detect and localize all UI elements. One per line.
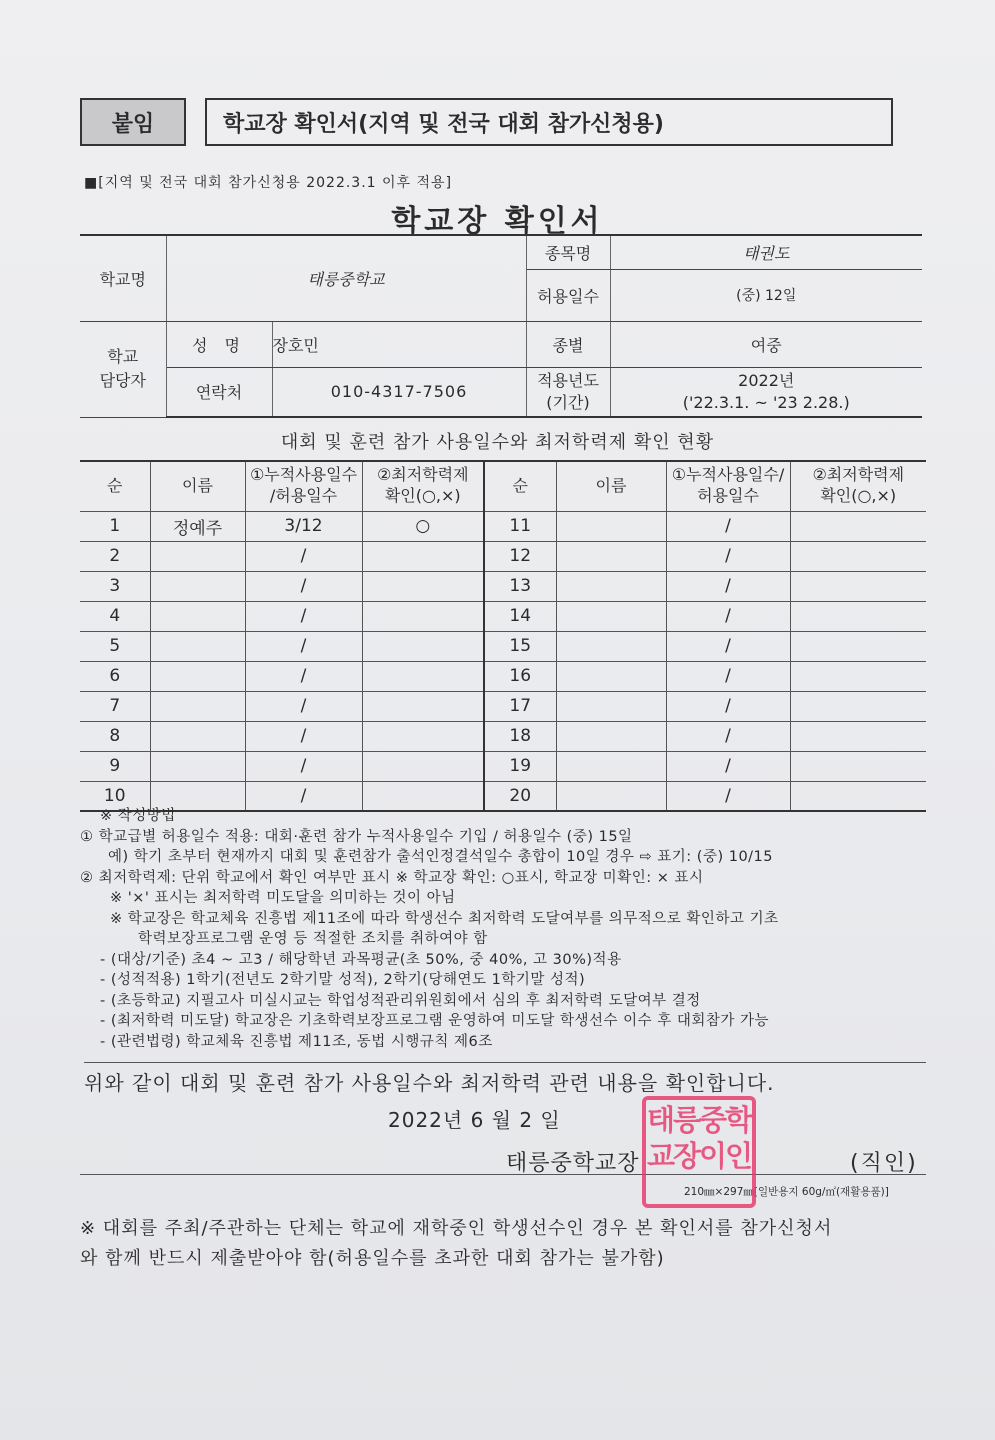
row-number: 20 <box>484 781 556 811</box>
period-label: 적용년도 (기간) <box>526 367 610 417</box>
allowed-days-label: 허용일수 <box>526 269 610 321</box>
days-used: / <box>666 721 790 751</box>
table-row <box>80 691 926 721</box>
academic-check: ○ <box>362 511 484 541</box>
student-name <box>150 661 245 691</box>
col-header: ②최저학력제 확인(○,×) <box>362 461 484 511</box>
days-used: / <box>245 751 362 781</box>
row-number: 13 <box>484 571 556 601</box>
footer-note <box>80 1214 930 1274</box>
official-seal-stamp <box>642 1096 756 1208</box>
academic-check <box>790 601 926 631</box>
instruction-line: ② 최저학력제: 단위 학교에서 확인 여부만 표시 ※ 학교장 확인: ○표시, 학교장 미확인: × 표시 <box>80 869 704 886</box>
academic-check <box>362 571 484 601</box>
student-name <box>556 541 666 571</box>
row-number: 9 <box>80 751 150 781</box>
days-used: / <box>245 571 362 601</box>
row-number: 12 <box>484 541 556 571</box>
days-used: / <box>666 571 790 601</box>
row-number: 17 <box>484 691 556 721</box>
instruction-line: ※ '×' 표시는 최저학력 미도달을 의미하는 것이 아님 <box>110 890 456 906</box>
issue-date: 2022년 6 월 2 일 <box>388 1108 561 1132</box>
footer-line: 와 함께 반드시 제출받아야 함(허용일수를 초과한 대회 참가는 불가함) <box>80 1248 665 1269</box>
student-name <box>150 601 245 631</box>
days-used: / <box>666 751 790 781</box>
seal-text: 태릉중학 <box>646 1103 752 1137</box>
academic-check <box>790 661 926 691</box>
academic-check <box>790 751 926 781</box>
principal-signature: 태릉중학교장 <box>506 1151 640 1176</box>
table-row <box>80 631 926 661</box>
section-title: 대회 및 훈련 참가 사용일수와 최저학력제 확인 현황 <box>280 432 715 453</box>
row-number: 4 <box>80 601 150 631</box>
student-name <box>150 751 245 781</box>
name-value: 장호민 <box>272 321 526 367</box>
table-row <box>80 541 926 571</box>
col-header: 순 <box>80 461 150 511</box>
student-name <box>556 571 666 601</box>
table-row <box>80 751 926 781</box>
days-used: 3/12 <box>245 511 362 541</box>
row-number: 15 <box>484 631 556 661</box>
sport-value: 태권도 <box>610 235 922 269</box>
col-header: 순 <box>484 461 556 511</box>
col-header: ①누적사용일수/ 허용일수 <box>666 461 790 511</box>
academic-check <box>362 631 484 661</box>
row-number: 18 <box>484 721 556 751</box>
school-value: 태릉중학교 <box>166 235 526 321</box>
days-used: / <box>666 511 790 541</box>
days-used: / <box>245 721 362 751</box>
row-number: 6 <box>80 661 150 691</box>
staff-label: 학교 담당자 <box>80 321 166 417</box>
confirmation-statement: 위와 같이 대회 및 훈련 참가 사용일수와 최저학력 관련 내용을 확인합니다. <box>84 1062 926 1096</box>
instruction-line: ① 학교급별 허용일수 적용: 대회·훈련 참가 누적사용일수 기입 / 허용일수 (중) 15일 <box>80 828 633 845</box>
student-name <box>150 691 245 721</box>
academic-check <box>790 511 926 541</box>
student-name <box>556 511 666 541</box>
days-used: / <box>245 631 362 661</box>
participation-table <box>80 460 926 812</box>
header-title: 학교장 확인서(지역 및 전국 대회 참가신청용) <box>205 98 893 146</box>
instruction-line: - (관련법령) 학교체육 진흥법 제11조, 동법 시행규칙 제6조 <box>100 1033 493 1050</box>
student-name <box>556 661 666 691</box>
table-row <box>80 571 926 601</box>
academic-check <box>790 541 926 571</box>
academic-check <box>362 691 484 721</box>
student-name <box>556 601 666 631</box>
student-name <box>556 721 666 751</box>
info-table <box>80 234 922 418</box>
instruction-line: 예) 학기 초부터 현재까지 대회 및 훈련참가 출석인정결석일수 총합이 10일 경우 ⇨ 표기: (중) 10/15 <box>108 849 774 865</box>
row-number: 10 <box>80 781 150 811</box>
days-used: / <box>666 781 790 811</box>
document-title: 학교장 확인서 <box>391 204 604 239</box>
row-number: 19 <box>484 751 556 781</box>
category-label: 종별 <box>526 321 610 367</box>
table-row <box>80 721 926 751</box>
attachment-label: 붙임 <box>80 98 186 146</box>
col-header: ①누적사용일수 /허용일수 <box>245 461 362 511</box>
student-name <box>150 571 245 601</box>
academic-check <box>790 571 926 601</box>
academic-check <box>790 721 926 751</box>
academic-check <box>362 601 484 631</box>
instructions <box>80 806 930 1052</box>
row-number: 1 <box>80 511 150 541</box>
contact-label: 연락처 <box>166 367 272 417</box>
table-header-row <box>80 461 926 511</box>
table-row <box>80 511 926 541</box>
row-number: 7 <box>80 691 150 721</box>
signature-divider <box>80 1174 926 1175</box>
instruction-line: 학력보장프로그램 운영 등 적절한 조치를 취하여야 함 <box>138 931 488 947</box>
period-value: 2022년 ('22.3.1. ~ '23 2.28.) <box>610 367 922 417</box>
instruction-line: - (대상/기준) 초4 ~ 고3 / 해당학년 과목평균(초 50%, 중 40%, 고 30%)적용 <box>100 951 622 968</box>
sport-label: 종목명 <box>526 235 610 269</box>
school-label: 학교명 <box>80 235 166 321</box>
paper-spec: 210㎜×297㎜[일반용지 60g/㎡(재활용품)] <box>684 1186 889 1198</box>
days-used: / <box>245 691 362 721</box>
row-number: 2 <box>80 541 150 571</box>
name-label: 성 명 <box>166 321 272 367</box>
student-name <box>556 691 666 721</box>
days-used: / <box>666 631 790 661</box>
days-used: / <box>245 601 362 631</box>
contact-value: 010-4317-7506 <box>272 367 526 417</box>
student-name: 정예주 <box>150 511 245 541</box>
allowed-days-value: (중) 12일 <box>610 269 922 321</box>
footer-line: ※ 대회를 주최/주관하는 단체는 학교에 재학중인 학생선수인 경우 본 확인서를 참가신청서 <box>80 1218 833 1239</box>
student-name <box>556 751 666 781</box>
student-name <box>150 541 245 571</box>
col-header: 이름 <box>556 461 666 511</box>
category-value: 여중 <box>610 321 922 367</box>
row-number: 16 <box>484 661 556 691</box>
academic-check <box>790 631 926 661</box>
table-row <box>80 661 926 691</box>
instructions-title: ※ 작성방법 <box>100 808 176 824</box>
academic-check <box>362 721 484 751</box>
student-name <box>150 721 245 751</box>
instruction-line: ※ 학교장은 학교체육 진흥법 제11조에 따라 학생선수 최저학력 도달여부를 의무적으로 확인하고 기초 <box>110 910 779 927</box>
row-number: 11 <box>484 511 556 541</box>
official-seal-mark: (직인) <box>850 1151 918 1176</box>
academic-check <box>362 661 484 691</box>
row-number: 14 <box>484 601 556 631</box>
col-header: 이름 <box>150 461 245 511</box>
academic-check <box>362 541 484 571</box>
seal-text: 교장이인 <box>646 1139 752 1173</box>
academic-check <box>362 751 484 781</box>
instruction-line: - (성적적용) 1학기(전년도 2학기말 성적), 2학기(당해연도 1학기말 성적) <box>100 972 586 988</box>
academic-check <box>790 691 926 721</box>
days-used: / <box>666 541 790 571</box>
student-name <box>150 631 245 661</box>
days-used: / <box>666 691 790 721</box>
days-used: / <box>245 661 362 691</box>
days-used: / <box>245 781 362 811</box>
student-name <box>556 631 666 661</box>
table-row <box>80 601 926 631</box>
days-used: / <box>666 661 790 691</box>
days-used: / <box>666 601 790 631</box>
applicability-note: ■[지역 및 전국 대회 참가신청용 2022.3.1 이후 적용] <box>84 175 453 191</box>
instruction-line: - (초등학교) 지필고사 미실시교는 학업성적관리위원회에서 심의 후 최저학력 도달여부 결정 <box>100 992 701 1009</box>
row-number: 5 <box>80 631 150 661</box>
row-number: 8 <box>80 721 150 751</box>
row-number: 3 <box>80 571 150 601</box>
col-header: ②최저학력제 확인(○,×) <box>790 461 926 511</box>
days-used: / <box>245 541 362 571</box>
instruction-line: - (최저학력 미도달) 학교장은 기초학력보장프로그램 운영하여 미도달 학생선수 이수 후 대회참가 가능 <box>100 1013 770 1029</box>
